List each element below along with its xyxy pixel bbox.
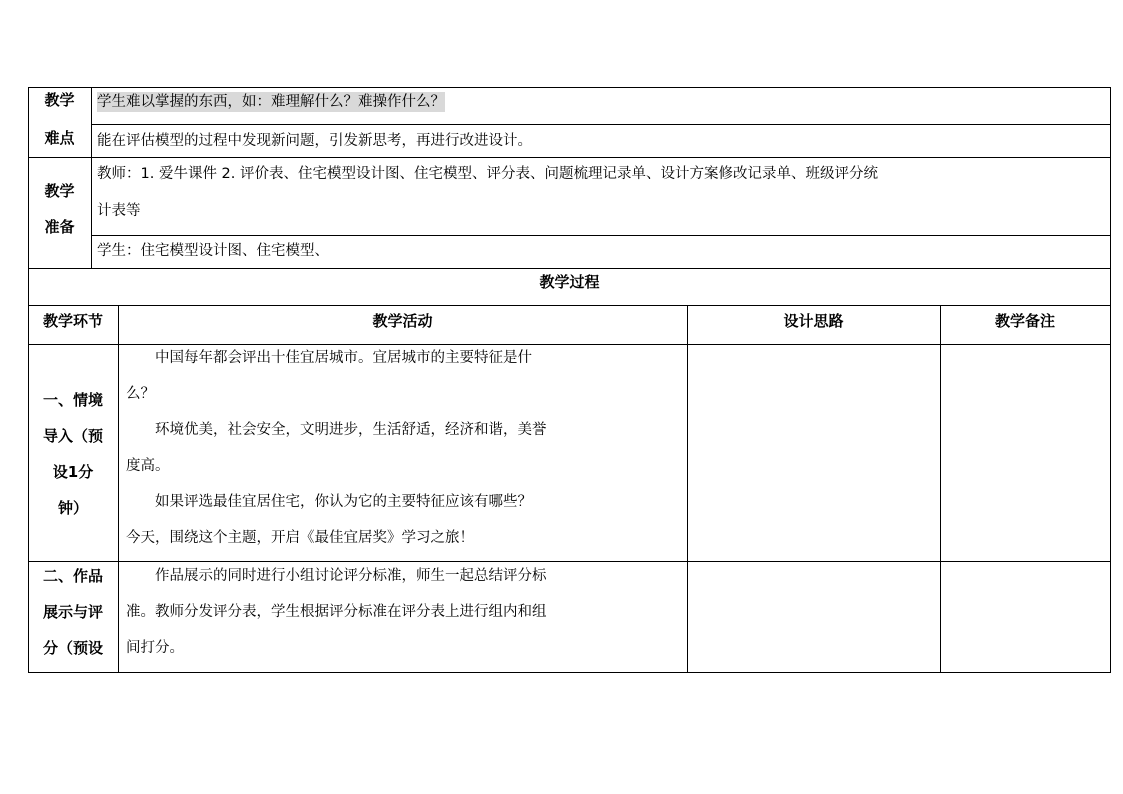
table-divider: [91, 235, 1111, 236]
table-divider: [940, 305, 941, 673]
stage-2-line: 二、作品: [42, 567, 103, 585]
header-design: 设计思路: [783, 312, 844, 330]
preparation-label-line2: 准备: [44, 218, 75, 236]
stage-2-line: 分（预设: [42, 639, 103, 657]
stage-1-line: 设1分: [52, 463, 94, 481]
activity-cell-2: [126, 558, 547, 666]
activity-2-line: 作品展示的同时进行小组讨论评分标准，师生一起总结评分标: [155, 568, 547, 584]
activity-1-line: 中国每年都会评出十佳宜居城市。宜居城市的主要特征是什: [155, 350, 532, 366]
activity-1-line: 环境优美，社会安全，文明进步，生活舒适，经济和谐，美誉: [155, 422, 547, 438]
preparation-teacher-line2: 计表等: [97, 203, 141, 219]
difficulty-row1-text: 学生难以掌握的东西，如：难理解什么？难操作什么？: [97, 94, 445, 110]
table-divider: [91, 124, 1111, 125]
table-border: [28, 672, 1111, 673]
table-divider: [687, 305, 688, 673]
preparation-teacher-line1: 教师：1. 爱牛课件 2. 评价表、住宅模型设计图、住宅模型、评分表、问题梳理记录单、设计方案修改记录单、班级评分统: [97, 166, 878, 182]
stage-cell-1: [28, 382, 118, 526]
table-divider: [118, 305, 119, 673]
activity-cell-1: [126, 340, 547, 556]
difficulty-row2-text: 能在评估模型的过程中发现新问题，引发新思考，再进行改进设计。: [97, 133, 532, 149]
table-divider: [91, 87, 92, 269]
activity-1-line: 今天，围绕这个主题，开启《最佳宜居奖》学习之旅！: [126, 530, 474, 546]
difficulty-label-line1: 教学: [44, 91, 75, 109]
stage-1-line: 钟）: [57, 499, 88, 517]
stage-2-line: 展示与评: [42, 603, 103, 621]
table-divider: [28, 305, 1111, 306]
preparation-student-text: 学生：住宅模型设计图、住宅模型、: [97, 243, 329, 259]
header-activity: 教学活动: [372, 312, 433, 330]
activity-2-line: 准。教师分发评分表，学生根据评分标准在评分表上进行组内和组: [126, 604, 547, 620]
process-title: 教学过程: [539, 273, 600, 291]
activity-2-line: 间打分。: [126, 640, 184, 656]
table-divider: [28, 157, 1111, 158]
activity-1-line: 度高。: [126, 458, 170, 474]
activity-1-line: 如果评选最佳宜居住宅，你认为它的主要特征应该有哪些？: [155, 494, 532, 510]
preparation-label-line1: 教学: [44, 182, 75, 200]
difficulty-label-line2: 难点: [44, 129, 75, 147]
stage-1-line: 一、情境: [42, 391, 103, 409]
table-border: [28, 87, 1111, 88]
header-stage: 教学环节: [42, 312, 103, 330]
table-border: [1110, 87, 1111, 673]
stage-cell-2: [28, 558, 118, 666]
table-divider: [28, 268, 1111, 269]
activity-1-line: 么？: [126, 386, 155, 402]
header-notes: 教学备注: [994, 312, 1055, 330]
stage-1-line: 导入（预: [42, 427, 103, 445]
